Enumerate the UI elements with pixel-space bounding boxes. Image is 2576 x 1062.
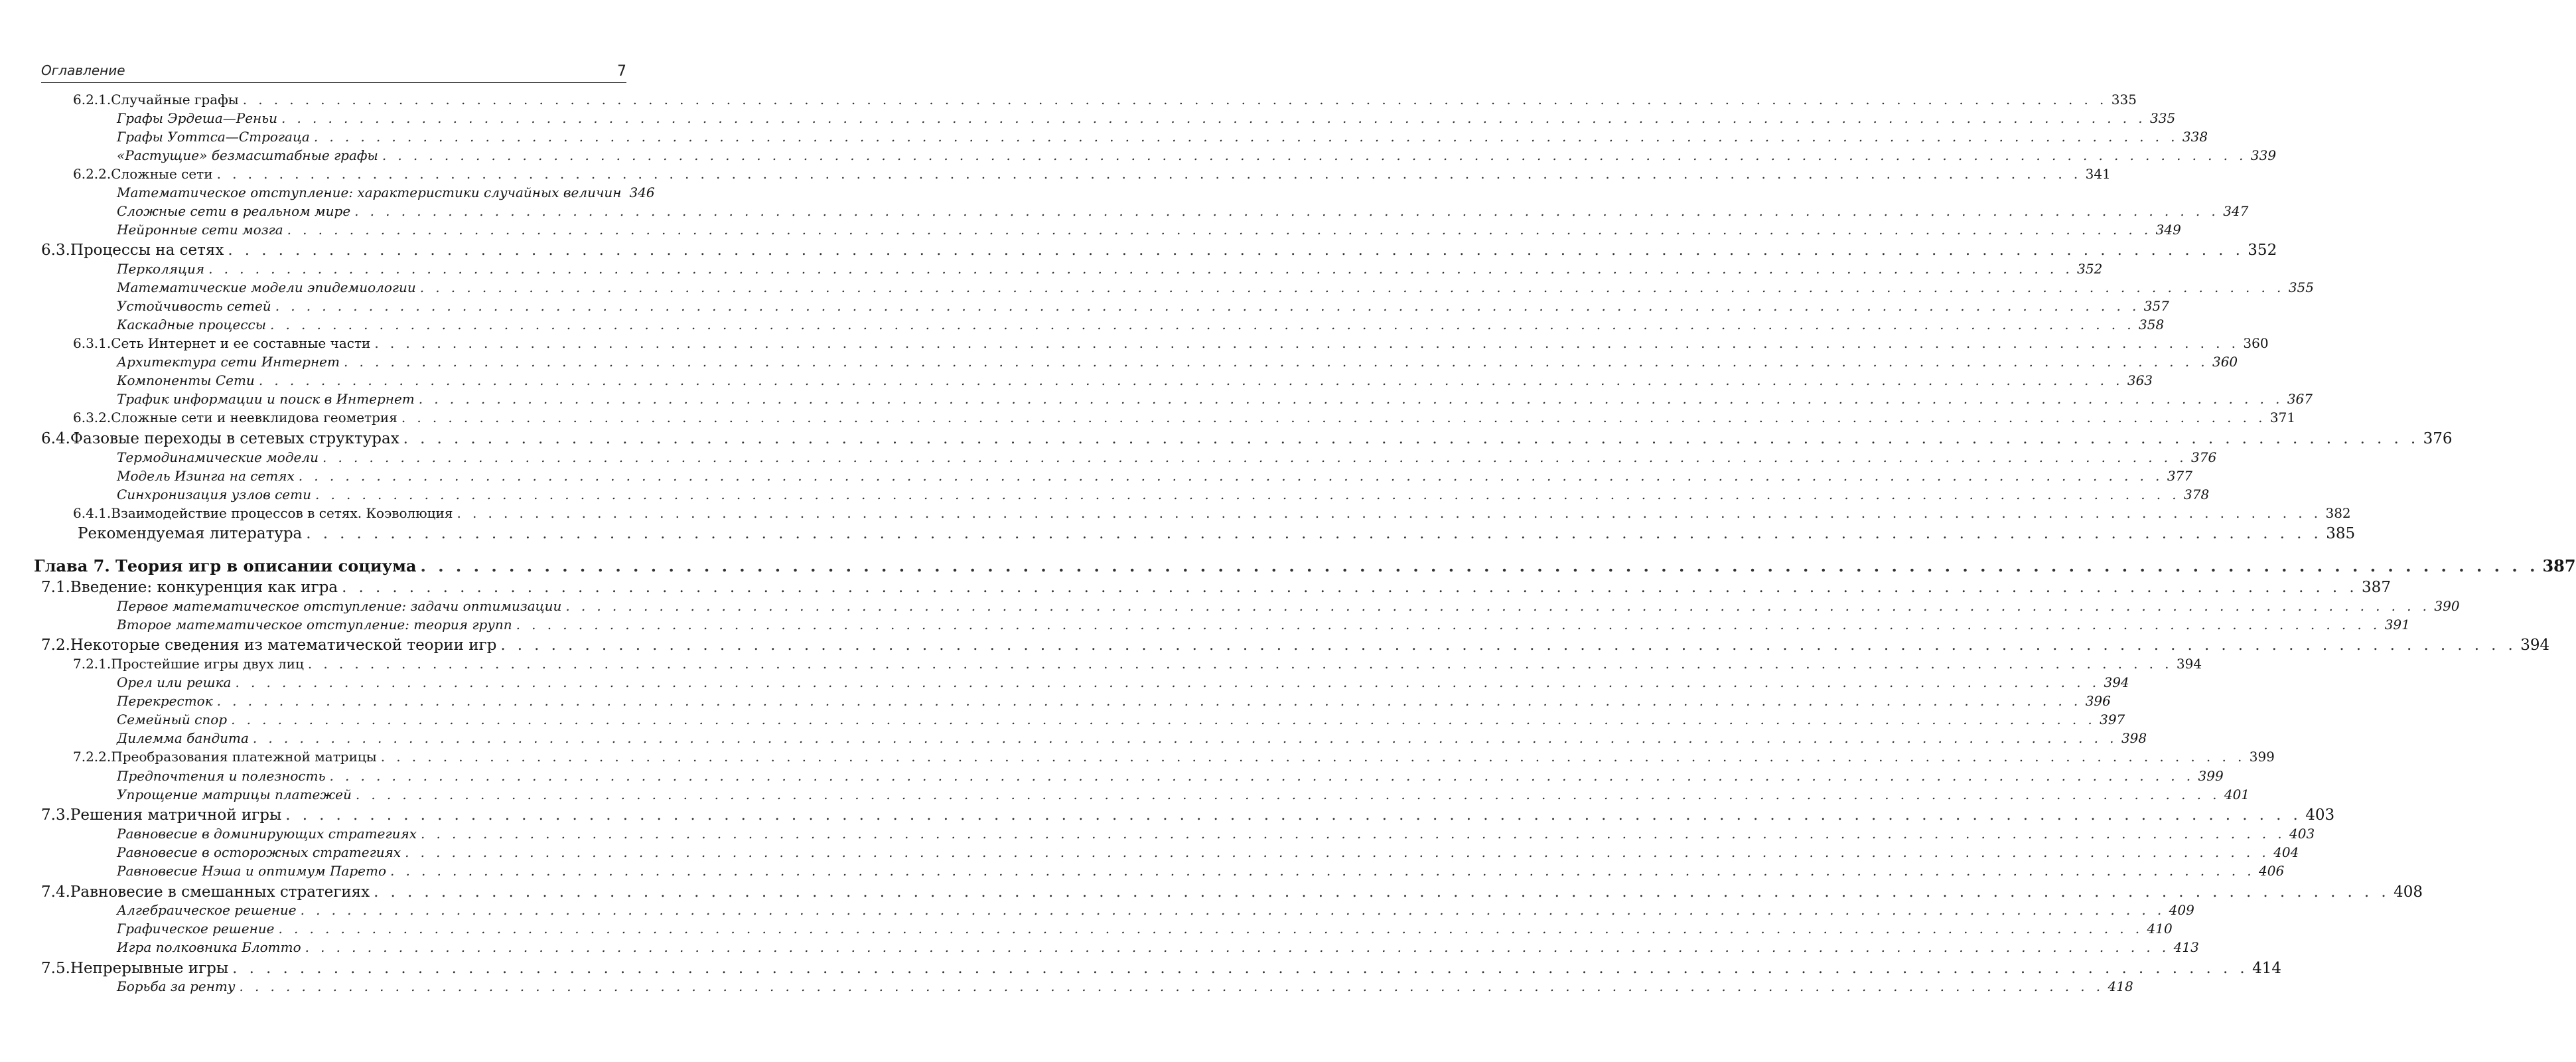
entry-page-number: 358 xyxy=(2139,317,2165,333)
entry-title: Взаимодействие процессов в сетях. Коэволюция xyxy=(111,505,453,521)
entry-title: Каскадные процессы xyxy=(117,317,267,333)
dot-leader: . . . . . . . . . . . . . . . . . . . . . . . . . . . . . . . . . . . . . . . . . . . . . . . . . . . . . . . . . . . . . . . . . . . . . . . . . . . . . . . . . . . . . . . . . . . . . . . . . . . . . . . . . . . . . . . . . . . . . . . . xyxy=(382,147,2247,163)
entry-number: 7.1. xyxy=(41,579,70,596)
dot-leader: . . . . . . . . . . . . . . . . . . . . . . . . . . . . . . . . . . . . . . . . . . . . . . . . . . . . . . . . . . . . . . . . . . . . . . . . . . . . . . . . . . . . . . . . . . . . . . . . . . . . . . . . . . . . . . . . . . . . . . . . xyxy=(313,129,2179,145)
dot-leader: . . . . . . . . . . . . . . . . . . . . . . . . . . . . . . . . . . . . . . . . . . . . . . . . . . . . . . . . . . . . . . . . . . . . . . . . . . . . . . . . . . . . . . . . . . . . . . . . . . . . . . . . . . . . . . . . . . . . . . . . xyxy=(355,787,2220,802)
dot-leader: . . . . . . . . . . . . . . . . . . . . . . . . . . . . . . . . . . . . . . . . . . . . . . . . . . . . . . . . . . . . . . . . . . . . . . . . . . . . . . . . . . . . . . . . . . . . . . . . . . . . . . . . . . . . . . . . . . . . . . . . xyxy=(300,902,2165,918)
dot-leader: . . . . . . . . . . . . . . . . . . . . . . . . . . . . . . . . . . . . . . . . . . . . . . . . . . . . . . . . . . . . . . . . . . . . . . . . . . . . . . . . . . . . . . . . . . . . . . . . . . . . . . . . . . . . . . . . . . . . . . . . xyxy=(231,712,2096,727)
entry-title: Некоторые сведения из математической теории игр xyxy=(70,637,497,654)
entry-title: Преобразования платежной матрицы xyxy=(111,749,377,765)
entry-title: Простейшие игры двух лиц xyxy=(111,656,304,672)
dot-leader: . . . . . . . . . . . . . . . . . . . . . . . . . . . . . . . . . . . . . . . . . . . . . . . . . . . . . . . . . . . . . . . . . . . . . . . . . . . . . . . . . . . . . . . . . . . . . . . . . . . . . . . . . . . . . . . . . . . . . . . . xyxy=(287,222,2152,238)
header-page-number: 7 xyxy=(617,63,626,80)
section-entry xyxy=(41,579,2391,596)
entry-number: 6.3.2. xyxy=(73,410,111,425)
entry-page-number: 360 xyxy=(2243,335,2269,351)
dot-leader: . . . . . . . . . . . . . . . . . . . . . . . . . . . . . . . . . . . . . . . . . . . . . . . . . . . . . . . . . . . . . . . . . . . . . . . . . . . . . . . . . . . . . . . . . . . . . . . . . . . . . . . . . . . . . . . . . . . . . . . . xyxy=(275,298,2140,314)
entry-number: 6.3.1. xyxy=(73,335,111,351)
entry-page-number: 394 xyxy=(2176,656,2202,672)
dot-leader: . . . . . . . . . . . . . . . . . . . . . . . . . . . . . . . . . . . . . . . . . . . . . . . . . . . . . . . . . . . . . . . . . . . . . . . . . . . . . . . . . . . . . . . . . . . . . . . . . . . . . . . . . . . . . . . . . . . . . . . . xyxy=(216,693,2082,709)
entry-page-number: 418 xyxy=(2108,978,2133,994)
dot-leader: . . . . . . . . . . . . . . . . . . . . . . . . . . . . . . . . . . . . . . . . . . . . . . . . . . . . . . . . . . . . . . . . . . . . . . . . . . . . . . . . . . . . . . . . . . . . . . . . . . . . . . . . . . . . . . . . . . . . . . . . xyxy=(419,279,2285,295)
entry-page-number: 401 xyxy=(2224,787,2250,802)
entry-number: 7.2.2. xyxy=(73,749,111,765)
entry-page-number: 371 xyxy=(2269,410,2296,425)
dot-leader: . . . . . . . . . . . . . . . . . . . . . . . . . . . . . . . . . . . . . . . . . . . . . . . . . . . . . . . . . . . . . . . . . . . . . . . . . . . . . . . . . . . . . . . . . . . . . . . . . . . . . . . . . . . . . . . . . . . . . . . . xyxy=(315,487,2180,502)
topic-entry xyxy=(117,730,2147,746)
topic-entry xyxy=(117,147,2277,163)
section-entry xyxy=(41,883,2423,901)
dot-leader: . . . . . . . . . . . . . . . . . . . . . . . . . . . . . . . . . . . . . . . . . . . . . . . . . . . . . . . . . . . . . . . . . . . . . . . . . . . . . . . . . . . . . . . . . . . . . . . . . . . . . . . . . . . . . . . . . . . . . . . . xyxy=(278,921,2143,937)
topic-entry xyxy=(117,449,2217,465)
entry-page-number: 403 xyxy=(2289,826,2315,842)
entry-title: Нейронные сети мозга xyxy=(117,222,283,238)
entry-number: 7.3. xyxy=(41,806,70,824)
entry-page-number: 391 xyxy=(2384,617,2410,633)
topic-entry xyxy=(117,674,2129,690)
section-entry xyxy=(41,960,2282,977)
entry-title: Семейный спор xyxy=(117,712,228,727)
subsection-entry xyxy=(73,335,2269,351)
entry-title: Равновесие в осторожных стратегиях xyxy=(117,844,401,860)
entry-number: 6.4.1. xyxy=(73,505,111,521)
dot-leader: . . . . . . . . . . . . . . . . . . . . . . . . . . . . . . . . . . . . . . . . . . . . . . . . . . . . . . . . . . . . . . . . . . . . . . . . . . . . . . . . . . . . . . . . . . . . . . . . . . . . . . . . . . . . . . . . . . . . . . . . xyxy=(270,317,2135,333)
topic-entry xyxy=(117,617,2410,633)
entry-page-number: 399 xyxy=(2198,768,2224,784)
entry-page-number: 382 xyxy=(2325,505,2351,521)
dot-leader: . . . . . . . . . . . . . . . . . . . . . . . . . . . . . . . . . . . . . . . . . . . . . . . . . . . . . . . . . . . . . . . . . . . . . . . . . . . . . . . . . . . . . . . . . . . . . . . . . . . . . . . . . . . . . . . . . . . . . . . . xyxy=(298,468,2163,484)
dot-leader: . . . . . . . . . . . . . . . . . . . . . . . . . . . . . . . . . . . . . . . . . . . . . . . . . . . . . . . . . . . . . . . . . . . . . . . . . . . . . . . . . . . . . . . . . . . . . . . . . . . . . . . . . . . . . . . . . . . . . . . . xyxy=(239,978,2104,994)
entry-page-number: 355 xyxy=(2288,279,2314,295)
entry-page-number: 396 xyxy=(2085,693,2111,709)
entry-title: Устойчивость сетей xyxy=(117,298,271,314)
entry-title: Рекомендуемая литература xyxy=(78,525,303,542)
entry-title: Модель Изинга на сетях xyxy=(117,468,295,484)
dot-leader: . . . . . . . . . . . . . . . . . . . . . . . . . . . . . . . . . . . . . . . . . . . . . . . . . . . . . . . . . . . . . . . . . . . . . . . . . . . . . . . . . . . . . . . . . . . . . . . . . . . . . . . . . . . . . . . . . . . . . . . . xyxy=(322,449,2187,465)
dot-leader: . . . . . . . . . . . . . . . . . . . . . . . . . . . . . . . . . . . . . . . . . . . . . . . . . . . . . . . . . . . . . . . . . . . . . . . . . . . . . . . . . . . . . . . . . . . . . . . . . . . . . . . . . . . . . . . . . . . . . . . . xyxy=(306,525,2323,542)
entry-page-number: 403 xyxy=(2305,806,2335,824)
entry-title: Предпочтения и полезность xyxy=(117,768,326,784)
entry-page-number: 357 xyxy=(2143,298,2169,314)
dot-leader: . . . . . . . . . . . . . . . . . . . . . . . . . . . . . . . . . . . . . . . . . . . . . . . . . . . . . . . . . . . . . . . . . . . . . . . . . . . . . . . . . . . . . . . . . . . . . . . . . . . . . . . . . . . . . . . . . . . . . . . . xyxy=(307,656,2173,672)
entry-number: 6.4. xyxy=(41,430,70,447)
dot-leader: . . . . . . . . . . . . . . . . . . . . . . . . . . . . . . . . . . . . . . . . . . . . . . . . . . . . . . . . . . . . . . . . . . . . . . . . . . . . . . . . . . . . . . . . . . . . . . . . . . . . . . . . . . . . . . . . . . . . . . . . xyxy=(354,203,2220,219)
entry-number: 7.2. xyxy=(41,637,70,654)
dot-leader: . . . . . . . . . . . . . . . . . . . . . . . . . . . . . . . . . . . . . . . . . . . . . . . . . . . . . . . . . . . . . . . . . . . . . . . . . . . . . . . . . . . . . . . . . . . . . . . . . . . . . . . . . . . . . . . . . . . . . . . . xyxy=(342,579,2358,596)
dot-leader: . . . . . . . . . . . . . . . . . . . . . . . . . . . . . . . . . . . . . . . . . . . . . . . . . . . . . . . . . . . . . . . . . . . . . . . . . . . . . . . . . . . . . . . . . . . . . . . . . . . . . . . . . . . . . . . . . . . . . . . . xyxy=(374,883,2390,901)
entry-number: 6.2.2. xyxy=(73,166,111,182)
topic-entry xyxy=(117,939,2199,955)
entry-page-number: 385 xyxy=(2326,525,2356,542)
entry-title: Архитектура сети Интернет xyxy=(117,354,340,370)
dot-leader: . . . . . . . . . . . . . . . . . . . . . . . . . . . . . . . . . . . . . . . . . . . . . . . . . . . . . . . . . . . . . . . . . . . . . . . . . . . . . . . . . . . . . . . . . . . . . . . . . . . . . . . . . . . . . . . . . . . . . . . . xyxy=(285,806,2302,824)
entry-title: Фазовые переходы в сетевых структурах xyxy=(70,430,399,447)
entry-title: Математические модели эпидемиологии xyxy=(117,279,416,295)
entry-page-number: 349 xyxy=(2155,222,2181,238)
dot-leader: . . . . . . . . . . . . . . . . . . . . . . . . . . . . . . . . . . . . . . . . . . . . . . . . . . . . . . . . . . . . . . . . . . . . . . . . . . . . . . . . . . . . . . . . . . . . . . . . . . . . . . . . . . . . . . . . . . . . . . . . xyxy=(343,354,2208,370)
dot-leader: . . . . . . . . . . . . . . . . . . . . . . . . . . . . . . . . . . . . . . . . . . . . . . . . . . . . . . . . . . . . . . . . . . . . . . . . . . . . . . . . . . . . . . . . . . . . . . . . . . . . . . . . . . . . . . . . . . . . . . . . xyxy=(208,261,2074,277)
entry-title: Трафик информации и поиск в Интернет xyxy=(117,391,415,407)
header-title: Оглавление xyxy=(41,62,125,78)
dot-leader: . . . . . . . . . . . . . . . . . . . . . . . . . . . . . . . . . . . . . . . . . . . . . . . . . . . . . . . . . . . . . . . . . . . . . . . . . . . . . . . . . . . . . . . . . . . . . . . . . . . . . . . . . . . . . . . . . . . . . . . . xyxy=(403,430,2419,447)
dot-leader: . . . . . . . . . . . . . . . . . . . . . . . . . . . . . . . . . . . . . . . . . . . . . . . . . . . . . . . . . . . . . . . . . . . . . . . . . . . . . . . . . . . . . . . . . . . . . . . . . . . . . . . . . . . . . . . . . . . . . . . . xyxy=(281,110,2147,126)
dot-leader: . . . . . . . . . . . . . . . . . . . . . . . . . . . . . . . . . . . . . . . . . . . . . . . . . . . . . . . . . . . . . . . . . . . . . . . . . . . . . . . . . . . . . . . . . . . . . . . . . . . . . . . . . . . . . . . . . . . . . . . . xyxy=(216,166,2082,182)
entry-title: Упрощение матрицы платежей xyxy=(117,787,352,802)
topic-entry xyxy=(117,902,2194,918)
entry-title: Глава 7. Теория игр в описании социума xyxy=(34,556,417,575)
topic-entry xyxy=(117,712,2125,727)
topic-entry xyxy=(117,222,2181,238)
topic-entry xyxy=(117,185,655,200)
entry-title: Равновесие Нэша и оптимум Парето xyxy=(117,863,386,879)
entry-page-number: 352 xyxy=(2077,261,2103,277)
dot-leader: . . . . . . . . . . . . . . . . . . . . . . . . . . . . . . . . . . . . . . . . . . . . . . . . . . . . . . . . . . . . . . . . . . . . . . . . . . . . . . . . . . . . . . . . . . . . . . . . . . . . . . . . . . . . . . . . . . . . . . . . xyxy=(401,410,2266,425)
entry-title: Компоненты Сети xyxy=(117,372,255,388)
dot-leader: . . . . . . . . . . . . . . . . . . . . . . . . . . . . . . . . . . . . . . . . . . . . . . . . . . . . . . . . . . . . . . . . . . . . . . . . . . . . . . . . . . . . . . . . . . . . . . . . . . . . . . . . . . . . . . . . . . . . . . . . xyxy=(500,637,2517,654)
dot-leader: . . . . . . . . . . . . . . . . . . . . . . . . . . . . . . . . . . . . . . . . . . . . . . . . . . . . . . . . . . . . . . . . . . . . . . . . . . . . . . . . . . . . . . . . . . . . . . . . . . . . . . . . . . . . . . . . . . . . . . . . xyxy=(418,391,2283,407)
entry-title: Синхронизация узлов сети xyxy=(117,487,311,502)
entry-title: Первое математическое отступление: задачи оптимизации xyxy=(117,598,562,614)
entry-number: 7.5. xyxy=(41,960,70,977)
dot-leader: . . . . . . . . . . . . . . . . . . . . . . . . . . . . . . . . . . . . . . . . . . . . . . . . . . . . . . . . . . . . . . . . . . . . . . . . . . . . . . . . . . . . . . . . . . . . . . . . . . . . . . . . . . . . . . . . . . . . . . . . xyxy=(305,939,2170,955)
entry-page-number: 346 xyxy=(629,185,655,200)
entry-page-number: 409 xyxy=(2169,902,2194,918)
entry-title: Дилемма бандита xyxy=(117,730,249,746)
topic-entry xyxy=(117,203,2249,219)
topic-entry xyxy=(117,391,2313,407)
literature-entry xyxy=(78,525,2356,542)
dot-leader: . . . . . . . . . . . . . . . . . . . . . . . . . . . . . . . . . . . . . . . . . . . . . . . . . . . . . . . . . . . . . . . . . . . . . . . . . . . . . . . . . . . . . . . . . . . . . . . . . . . . . . . . . . . . . . . . . . . . . . . . xyxy=(228,242,2244,259)
topic-entry xyxy=(117,768,2224,784)
topic-entry xyxy=(117,844,2299,860)
entry-title: Введение: конкуренция как игра xyxy=(70,579,338,596)
entry-title: Решения матричной игры xyxy=(70,806,282,824)
entry-number: 6.3. xyxy=(41,242,70,259)
topic-entry xyxy=(117,693,2111,709)
topic-entry xyxy=(117,863,2285,879)
entry-title: Орел или решка xyxy=(117,674,232,690)
entry-title: Равновесие в доминирующих стратегиях xyxy=(117,826,417,842)
dot-leader: . . . . . . . . . . . . . . . . . . . . . . . . . . . . . . . . . . . . . . . . . . . . . . . . . . . . . . . . . . . . . . . . . . . . . . . . . . . . . . . . . . . . . . . . . . . . . . . . . . . . . . . . . . . . . . . . . . . . . . . . xyxy=(420,826,2286,842)
entry-title: Графическое решение xyxy=(117,921,275,937)
entry-title: Борьба за ренту xyxy=(117,978,236,994)
entry-page-number: 397 xyxy=(2100,712,2125,727)
dot-leader: . . . . . . . . . . . . . . . . . . . . . . . . . . . . . . . . . . . . . . . . . . . . . . . . . . . . . . . . . . . . . . . . . . . . . . . . . . . . . . . . . . . . . . . . . . . . . . . . . . . . . . . . . . . . . . . . . . . . . . . . xyxy=(516,617,2381,633)
entry-page-number: 338 xyxy=(2182,129,2208,145)
entry-page-number: 387 xyxy=(2362,579,2391,596)
section-entry xyxy=(41,637,2550,654)
topic-entry xyxy=(117,921,2173,937)
entry-title: Перекресток xyxy=(117,693,213,709)
entry-title: «Растущие» безмасштабные графы xyxy=(117,147,378,163)
topic-entry xyxy=(117,279,2314,295)
topic-entry xyxy=(117,261,2103,277)
entry-page-number: 347 xyxy=(2223,203,2249,219)
topic-entry xyxy=(117,372,2153,388)
entry-title: Сложные сети и неевклидова геометрия xyxy=(111,410,397,425)
entry-page-number: 335 xyxy=(2150,110,2176,126)
entry-page-number: 398 xyxy=(2121,730,2147,746)
entry-page-number: 360 xyxy=(2212,354,2238,370)
dot-leader: . . . . . . . . . . . . . . . . . . . . . . . . . . . . . . . . . . . . . . . . . . . . . . . . . . . . . . . . . . . . . . . . . . . . . . . . . . . . . . . . . . . . . . . . . . . . . . . . . . . . . . . . . . . . . . . . . . . . . . . . xyxy=(457,505,2322,521)
entry-number: 7.2.1. xyxy=(73,656,111,672)
entry-page-number: 414 xyxy=(2252,960,2282,977)
entry-page-number: 367 xyxy=(2287,391,2313,407)
dot-leader: . . . . . . . . . . . . . . . . . . . . . . . . . . . . . . . . . . . . . . . . . . . . . . . . . . . . . . . . . . . . . . . . . . . . . . . . . . . . . . . . . . . . . . . . . . . . . . . . . . . . . . . . . . . . . . . . . . . . . . . . xyxy=(258,372,2123,388)
subsection-entry xyxy=(73,410,2296,425)
dot-leader: . . . . . . . . . . . . . . . . . . . . . . . . . . . . . . . . . . . . . . . . . . . . . . . . . . . . . . . . . . . . . . . . . . . . . . . . . . . . . . . . . . . . . . . . . . . . . . . . . . . . . . . . . . . . . . . . . . . . . . . . xyxy=(235,674,2100,690)
entry-page-number: 341 xyxy=(2085,166,2111,182)
entry-page-number: 404 xyxy=(2273,844,2299,860)
entry-title: Сложные сети в реальном мире xyxy=(117,203,351,219)
topic-entry xyxy=(117,110,2176,126)
subsection-entry xyxy=(73,749,2275,765)
entry-title: Второе математическое отступление: теория групп xyxy=(117,617,512,633)
entry-page-number: 352 xyxy=(2248,242,2277,259)
dot-leader: . . . . . . . . . . . . . . . . . . . . . . . . . . . . . . . . . . . . . . . . . . . . . . . . . . . . . . . . . . . . . . . . . . . . . . . . . . . . . . . . . . . . . . . . . . . . . . . . . . . . . . . . . . . . . . . . . . . . . . . . xyxy=(374,335,2240,351)
topic-entry xyxy=(117,787,2250,802)
topic-entry xyxy=(117,129,2208,145)
section-entry xyxy=(41,242,2277,259)
entry-page-number: 363 xyxy=(2127,372,2153,388)
subsection-entry xyxy=(73,166,2111,182)
chapter-entry xyxy=(34,556,2576,575)
entry-title: Термодинамические модели xyxy=(117,449,319,465)
entry-page-number: 376 xyxy=(2423,430,2453,447)
topic-entry xyxy=(117,598,2460,614)
entry-number: 7.4. xyxy=(41,883,70,901)
dot-leader: . . . . . . . . . . . . . . . . . . . . . . . . . . . . . . . . . . . . . . . . . . . . . . . . . . . . . . . . . . . . . . . . . . . . . . . . . . . . . . . . . . . . . . . . . . . . . . . . . . . . . . . . . . . . . . . . . . . . . . . . xyxy=(252,730,2117,746)
section-entry xyxy=(41,806,2335,824)
entry-page-number: 376 xyxy=(2191,449,2217,465)
entry-title: Игра полковника Блотто xyxy=(117,939,301,955)
entry-page-number: 339 xyxy=(2250,147,2277,163)
dot-leader: . . . . . . . . . . . . . . . . . . . . . . . . . . . . . . . . . . . . . . . . . . . . . . . . . . . . . . . . . . . . . . . . . . . . . . . . . . . . . . . . . . . . . . . . . . . . . . . . . . . . . . . . . . . . . . . . . . . . . . . . xyxy=(232,960,2249,977)
entry-page-number: 335 xyxy=(2111,92,2137,108)
entry-page-number: 413 xyxy=(2173,939,2199,955)
entry-title: Непрерывные игры xyxy=(70,960,229,977)
entry-title: Равновесие в смешанных стратегиях xyxy=(70,883,370,901)
entry-page-number: 390 xyxy=(2434,598,2460,614)
topic-entry xyxy=(117,978,2133,994)
entry-page-number: 399 xyxy=(2249,749,2275,765)
entry-page-number: 377 xyxy=(2167,468,2193,484)
dot-leader: . . . . . . . . . . . . . . . . . . . . . . . . . . . . . . . . . . . . . . . . . . . . . . . . . . . . . . . . . . . . . . . . . . . . . . . . . . . . . . . . . . . . . . . . . . . . . . . . . . . . . . . . . . . . . . . . . . . . . . . . xyxy=(405,844,2270,860)
entry-page-number: 410 xyxy=(2147,921,2173,937)
topic-entry xyxy=(117,826,2315,842)
entry-title: Сеть Интернет и ее составные части xyxy=(111,335,371,351)
entry-page-number: 378 xyxy=(2184,487,2210,502)
section-entry xyxy=(41,430,2453,447)
dot-leader: . . . . . . . . . . . . . . . . . . . . . . . . . . . . . . . . . . . . . . . . . . . . . . . . . . . . . . . . . . . . . . . . . . . . . . . . . . . . . . . . . . . . . . . . . . . . . . . . . . . . . . . . . . . . . . . . . . . . . . . . xyxy=(565,598,2431,614)
dot-leader: . . . . . . . . . . . . . . . . . . . . . . . . . . . . . . . . . . . . . . . . . . . . . . . . . . . . . . . . . . . . . . . . . . . . . . . . . . . . . . . . . . . . . . . . . . . . . . . . . . . . . . . . . . . . . . . . . . . . . . . . xyxy=(329,768,2194,784)
topic-entry xyxy=(117,354,2238,370)
entry-page-number: 408 xyxy=(2394,883,2423,901)
dot-leader: . . . . . . . . . . . . . . . . . . . . . . . . . . . . . . . . . . . . . . . . . . . . . . . . . . . . . . . . . . . . . . . . . . . . . . . . . . . . . . . . . . . . . . . . . . . . . . . . . . . . . . . . . . . . . . . . . . . . . . . . xyxy=(390,863,2255,879)
subsection-entry xyxy=(73,656,2202,672)
entry-title: Процессы на сетях xyxy=(70,242,224,259)
entry-title: Математическое отступление: характеристики случайных величин xyxy=(117,185,622,200)
dot-leader: . . . . . . . . . . . . . . . . . . . . . . . . . . . . . . . . . . . . . . . . . . . . . . . . . . . . . . . . . . . . . . . . . . . . . . . . . . . . . . . . . . . . . . . . . . . . . . . . . . . . . . . . . . . . . . . . . . . . . . . . xyxy=(380,749,2246,765)
topic-entry xyxy=(117,298,2169,314)
entry-page-number: 394 xyxy=(2520,637,2550,654)
entry-number: 6.2.1. xyxy=(73,92,111,108)
entry-page-number: 394 xyxy=(2104,674,2129,690)
topic-entry xyxy=(117,487,2210,502)
entry-page-number: 387 xyxy=(2542,556,2576,575)
entry-title: Перколяция xyxy=(117,261,205,277)
dot-leader: . . . . . . . . . . . . . . . . . . . . . . . . . . . . . . . . . . . . . . . . . . . . . . . . . . . . . . . . . . . . . . . . . . . . . . . . . . . . . . . . . . . . . . . . . . . . . . . . . . . . . . . . . . . . . . . . . . . . . . . . xyxy=(420,556,2539,575)
topic-entry xyxy=(117,317,2165,333)
topic-entry xyxy=(117,468,2193,484)
entry-title: Графы Эрдеша—Реньи xyxy=(117,110,277,126)
subsection-entry xyxy=(73,92,2137,108)
subsection-entry xyxy=(73,505,2351,521)
entry-title: Графы Уоттса—Строгаца xyxy=(117,129,310,145)
entry-title: Алгебраическое решение xyxy=(117,902,297,918)
entry-title: Случайные графы xyxy=(111,92,239,108)
dot-leader: . . . . . . . . . . . . . . . . . . . . . . . . . . . . . . . . . . . . . . . . . . . . . . . . . . . . . . . . . . . . . . . . . . . . . . . . . . . . . . . . . . . . . . . . . . . . . . . . . . . . . . . . . . . . . . . . . . . . . . . . xyxy=(242,92,2108,108)
entry-title: Сложные сети xyxy=(111,166,213,182)
entry-page-number: 406 xyxy=(2259,863,2285,879)
